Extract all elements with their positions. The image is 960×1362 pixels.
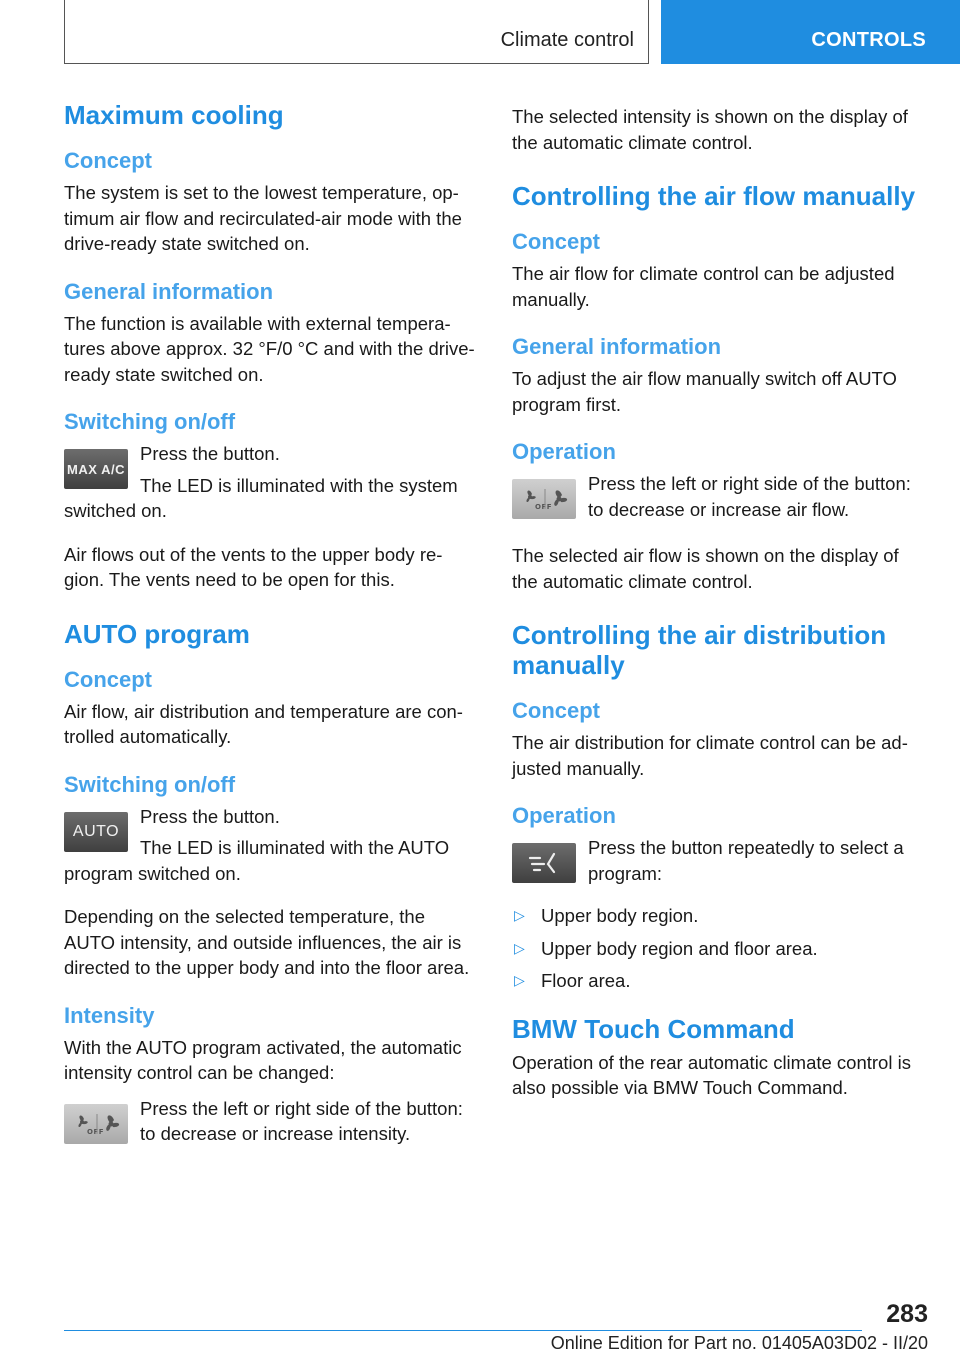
triangle-bullet-icon: ▷	[514, 972, 525, 988]
fan-off-fan-icon	[512, 479, 576, 519]
header-section-title: Climate control	[500, 29, 634, 51]
intensity-instruction	[64, 1096, 478, 1150]
list-item: ▷ Floor area.	[512, 968, 928, 994]
subheading-concept: Concept	[512, 229, 600, 254]
footer-rule	[64, 1330, 862, 1331]
svg-text:OFF: OFF	[535, 503, 553, 511]
subheading-concept: Concept	[512, 698, 600, 723]
paragraph-intensity: With the AUTO program activated, the automatic intensity control can be changed:	[64, 1036, 462, 1083]
list-item: ▷ Upper body region and floor area.	[512, 936, 928, 962]
triangle-bullet-icon: ▷	[514, 907, 525, 923]
paragraph-press-button: Press the button.	[140, 443, 280, 464]
airflow-instruction	[512, 471, 928, 525]
paragraph-distribution-concept: The air distribution for climate control can be ad-justed manually.	[512, 732, 908, 779]
max-ac-instruction	[64, 441, 478, 524]
air-distribution-icon	[512, 843, 576, 883]
left-column	[64, 100, 478, 1150]
distribution-instruction	[512, 835, 928, 889]
paragraph-distribution-operation: Press the button repeatedly to select a program:	[588, 837, 904, 884]
heading-air-distribution-manually: Controlling the air distribution manually	[512, 620, 887, 680]
header-tab[interactable]	[661, 0, 960, 64]
paragraph-depending-on: Depending on the selected temperature, the AUTO intensity, and outside influences, the air is directed to the upper body and into the floor area.	[64, 906, 470, 978]
subheading-operation: Operation	[512, 803, 616, 828]
subheading-switching-on-off: Switching on/off	[64, 409, 236, 434]
svg-text:OFF: OFF	[87, 1127, 105, 1136]
heading-maximum-cooling: Maximum cooling	[64, 100, 284, 130]
heading-bmw-touch-command: BMW Touch Command	[512, 1013, 795, 1044]
subheading-switching-on-off: Switching on/off	[64, 771, 236, 797]
paragraph-led-illuminated: The LED is illuminated with the AUTO program switched on.	[64, 837, 450, 884]
triangle-bullet-icon: ▷	[514, 939, 525, 956]
paragraph-airflow-concept: The air flow for climate control can be adjusted manually.	[512, 263, 895, 310]
paragraph-led-illuminated: The LED is illuminated with the system switched on.	[64, 474, 458, 521]
paragraph-max-cooling-general: The function is available with external tempera-tures above approx. 32 °F/0 °C and with the drive-ready state switched on.	[64, 312, 475, 385]
paragraph-airflow-operation: Press the left or right side of the button: to decrease or increase air flow.	[588, 473, 911, 520]
subheading-operation: Operation	[512, 439, 616, 464]
page-number: 283	[886, 1300, 928, 1328]
footer-edition: Online Edition for Part no. 01405A03D02 - II/20	[550, 1333, 928, 1353]
header-section-box	[64, 0, 649, 64]
heading-air-flow-manually: Controlling the air flow manually	[512, 181, 916, 211]
paragraph-airflow-shown: The selected air flow is shown on the display of the automatic climate control.	[512, 545, 899, 592]
subheading-concept: Concept	[64, 148, 152, 173]
fan-off-fan-icon	[64, 1104, 128, 1144]
auto-button-image: AUTO	[64, 812, 128, 852]
paragraph-intensity-button: Press the left or right side of the button: to decrease or increase intensity.	[140, 1097, 463, 1144]
paragraph-air-flows-out: Air flows out of the vents to the upper body re-gion. The vents need to be open for this.	[64, 543, 443, 590]
subheading-intensity: Intensity	[64, 1002, 155, 1028]
subheading-concept: Concept	[64, 666, 152, 692]
paragraph-max-cooling-concept: The system is set to the lowest temperature, op-timum air flow and recirculated-air mode with the drive-ready state switched on.	[64, 182, 462, 254]
paragraph-auto-concept: Air flow, air distribution and temperature are con-trolled automatically.	[64, 700, 463, 747]
max-ac-button-image: MAX A/C	[64, 449, 128, 489]
paragraph-airflow-general: To adjust the air flow manually switch off AUTO program first.	[512, 368, 897, 415]
subheading-general-information: General information	[512, 334, 722, 359]
header-tab-label: CONTROLS	[811, 29, 926, 51]
auto-instruction	[64, 804, 478, 887]
paragraph-press-button: Press the button.	[140, 805, 280, 827]
list-item: ▷ Upper body region.	[512, 903, 928, 929]
right-column	[512, 104, 928, 1101]
distribution-program-list	[512, 903, 928, 994]
paragraph-touch-command: Operation of the rear automatic climate control is also possible via BMW Touch Command.	[512, 1051, 911, 1098]
heading-auto-program: AUTO program	[64, 618, 250, 649]
subheading-general-information: General information	[64, 278, 274, 304]
paragraph-intensity-shown: The selected intensity is shown on the display of the automatic climate control.	[512, 106, 908, 153]
